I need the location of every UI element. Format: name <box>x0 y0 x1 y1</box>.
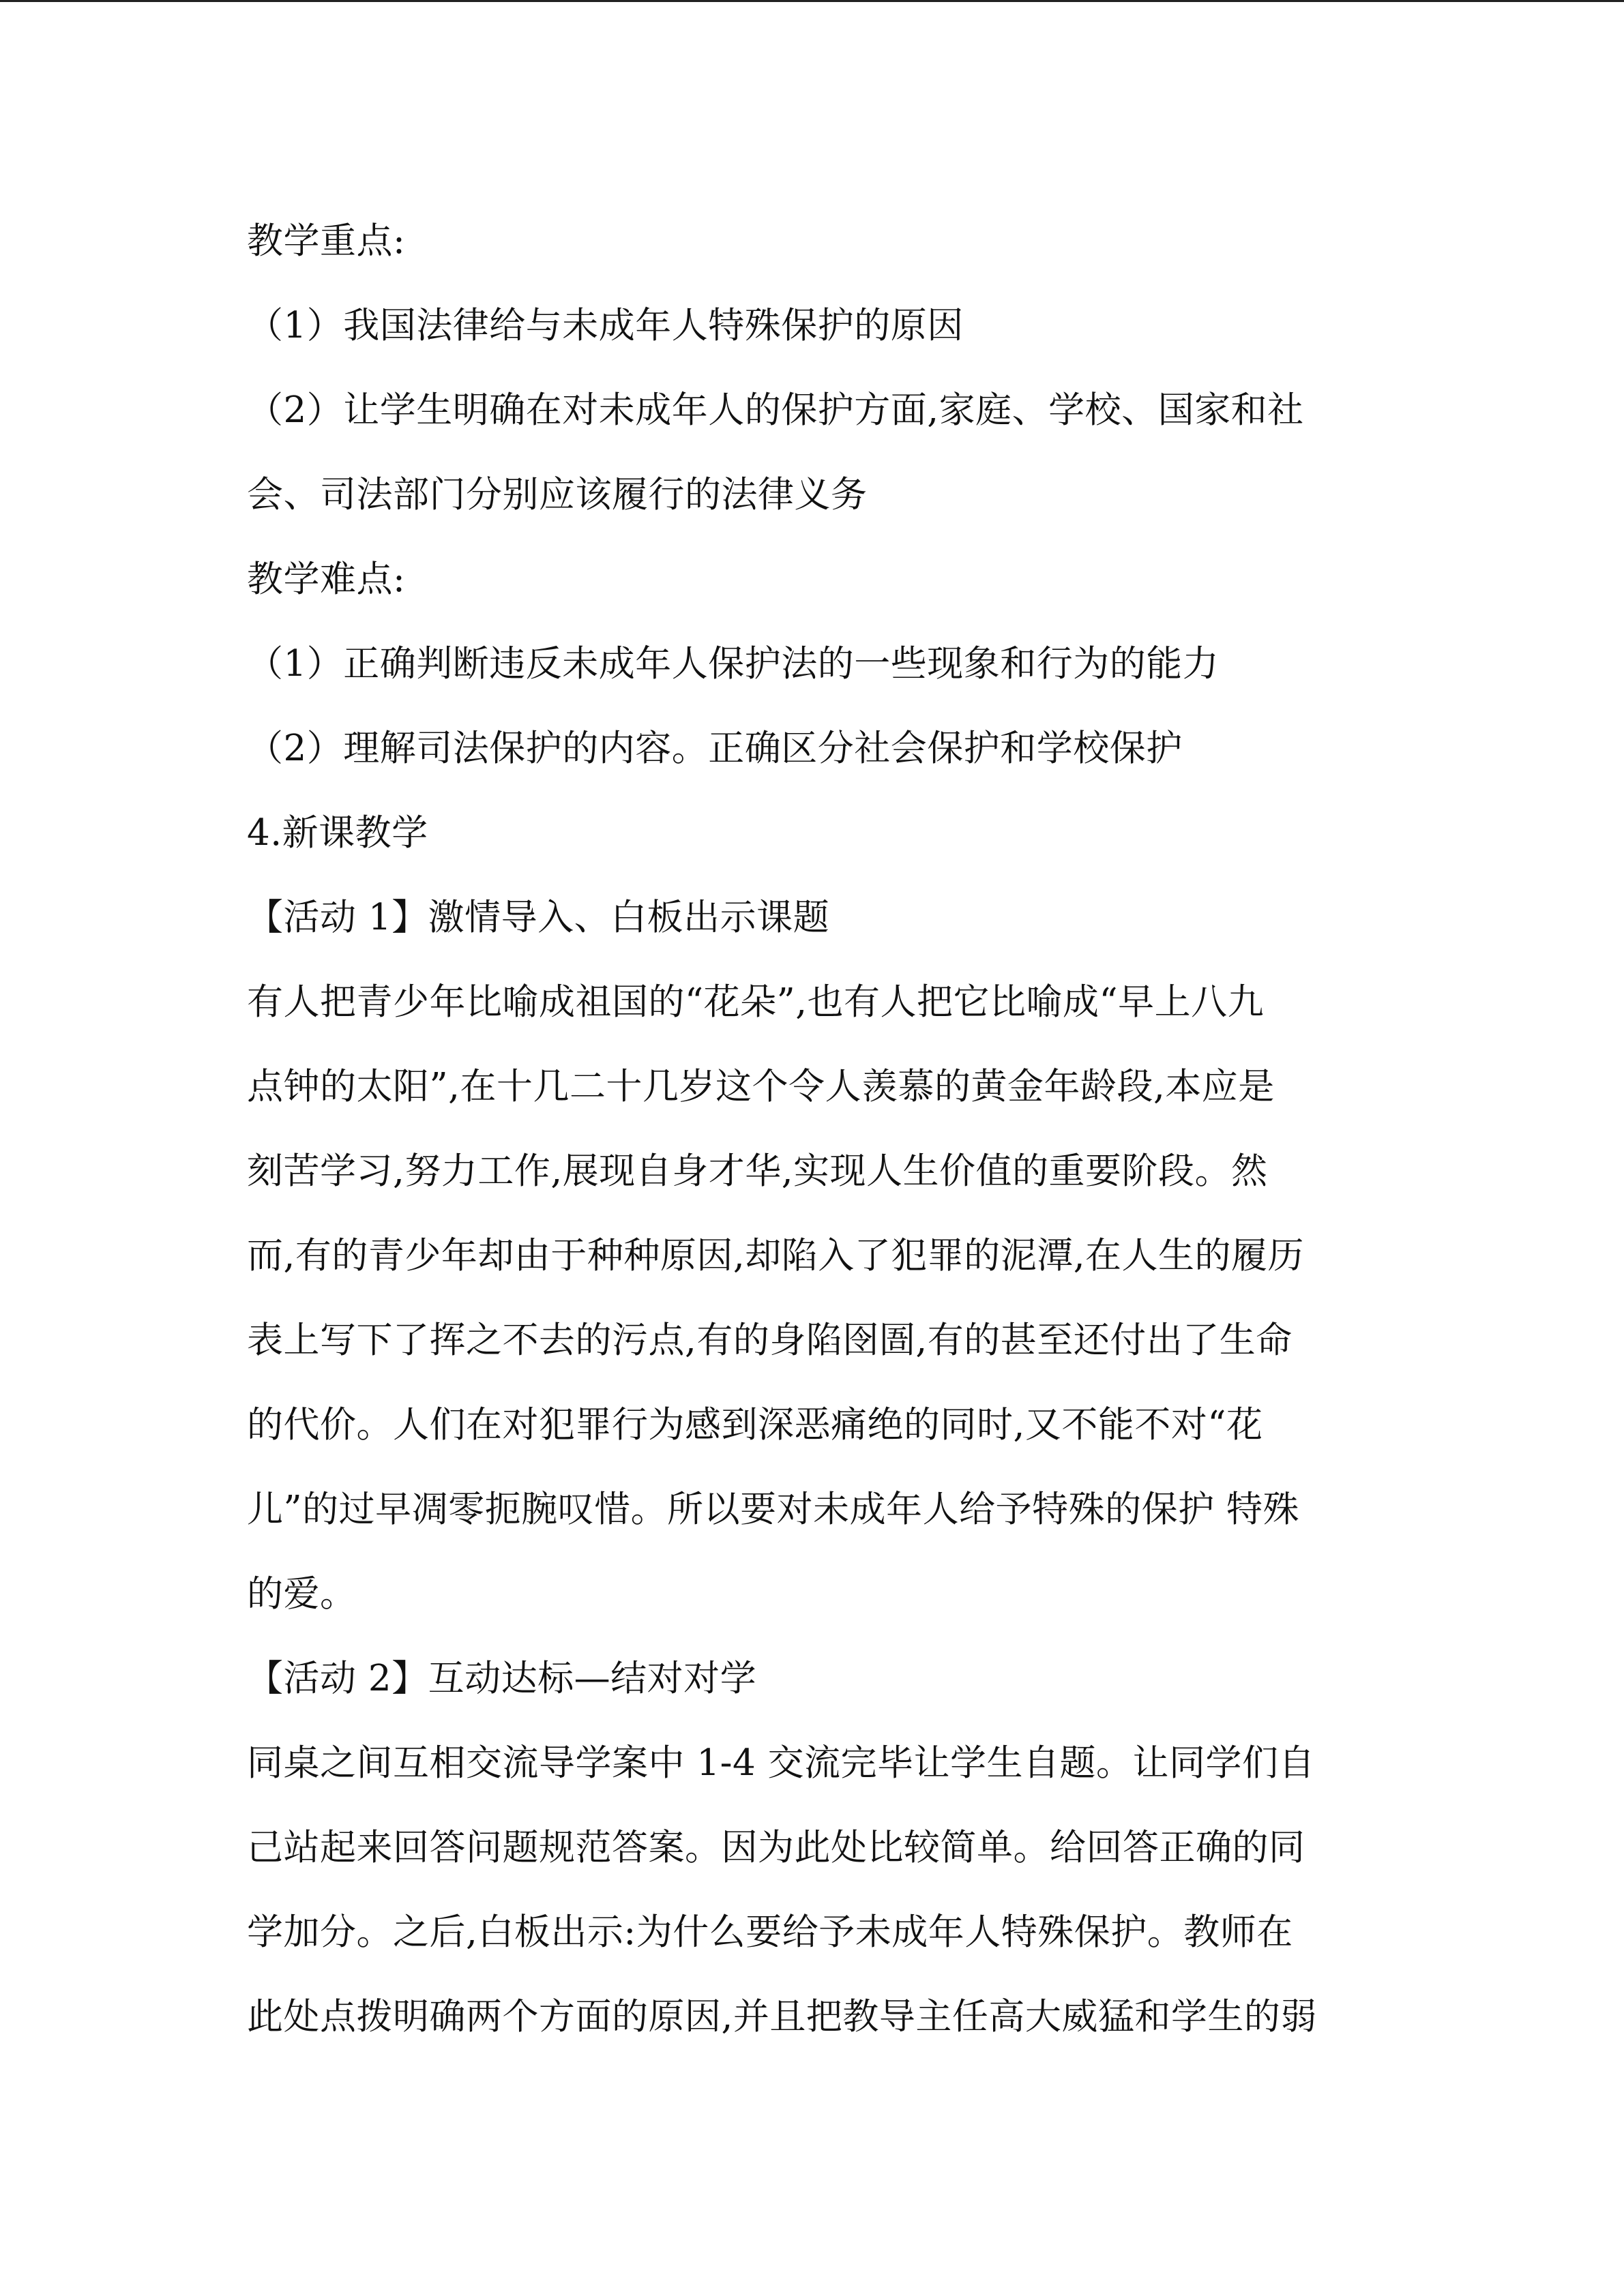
activity-1-heading: 【活动 1】激情导入、白板出示课题 <box>247 897 830 938</box>
activity-1-paragraph-line: 刻苦学习,努力工作,展现自身才华,实现人生价值的重要阶段。然 <box>247 1150 1268 1192</box>
activity-1-paragraph-line: 而,有的青少年却由于种种原因,却陷入了犯罪的泥潭,在人生的履历 <box>247 1235 1305 1277</box>
activity-2-paragraph-line: 同桌之间互相交流导学案中 1-4 交流完毕让学生自题。让同学们自 <box>247 1742 1316 1784</box>
activity-1-paragraph-line: 儿”的过早凋零扼腕叹惜。所以要对未成年人给予特殊的保护 特殊 <box>247 1489 1299 1530</box>
document-body <box>247 199 1379 2059</box>
heading-teaching-focus: 教学重点: <box>247 220 406 262</box>
activity-2-paragraph-line: 学加分。之后,白板出示:为什么要给予未成年人特殊保护。教师在 <box>247 1911 1293 1953</box>
focus-item-2-line-2: 会、司法部门分别应该履行的法律义务 <box>247 474 868 516</box>
activity-2-paragraph-line: 此处点拨明确两个方面的原因,并且把教导主任高大威猛和学生的弱 <box>247 1996 1317 2038</box>
section-new-lesson: 4.新课教学 <box>247 812 428 854</box>
activity-2-paragraph-line: 己站起来回答问题规范答案。因为此处比较简单。给回答正确的同 <box>247 1827 1305 1868</box>
focus-item-1: （1）我国法律给与未成年人特殊保护的原因 <box>247 305 964 346</box>
difficulty-item-2: （2）理解司法保护的内容。正确区分社会保护和学校保护 <box>247 728 1183 769</box>
activity-1-paragraph-line: 的代价。人们在对犯罪行为感到深恶痛绝的同时,又不能不对“花 <box>247 1404 1263 1446</box>
activity-2-heading: 【活动 2】互动达标—结对对学 <box>247 1658 757 1699</box>
activity-1-paragraph-line: 点钟的太阳”,在十几二十几岁这个令人羡慕的黄金年龄段,本应是 <box>247 1066 1275 1107</box>
focus-item-2-line-1: （2）让学生明确在对未成年人的保护方面,家庭、学校、国家和社 <box>247 389 1304 431</box>
page-top-border <box>0 0 1624 2</box>
activity-1-paragraph-line: 有人把青少年比喻成祖国的“花朵”,也有人把它比喻成“早上八九 <box>247 981 1265 1023</box>
difficulty-item-1: （1）正确判断违反未成年人保护法的一些现象和行为的能力 <box>247 643 1220 685</box>
heading-teaching-difficulty: 教学难点: <box>247 558 406 600</box>
activity-1-paragraph-line: 的爱。 <box>247 1573 357 1615</box>
activity-1-paragraph-line: 表上写下了挥之不去的污点,有的身陷囹圄,有的甚至还付出了生命 <box>247 1320 1293 1361</box>
